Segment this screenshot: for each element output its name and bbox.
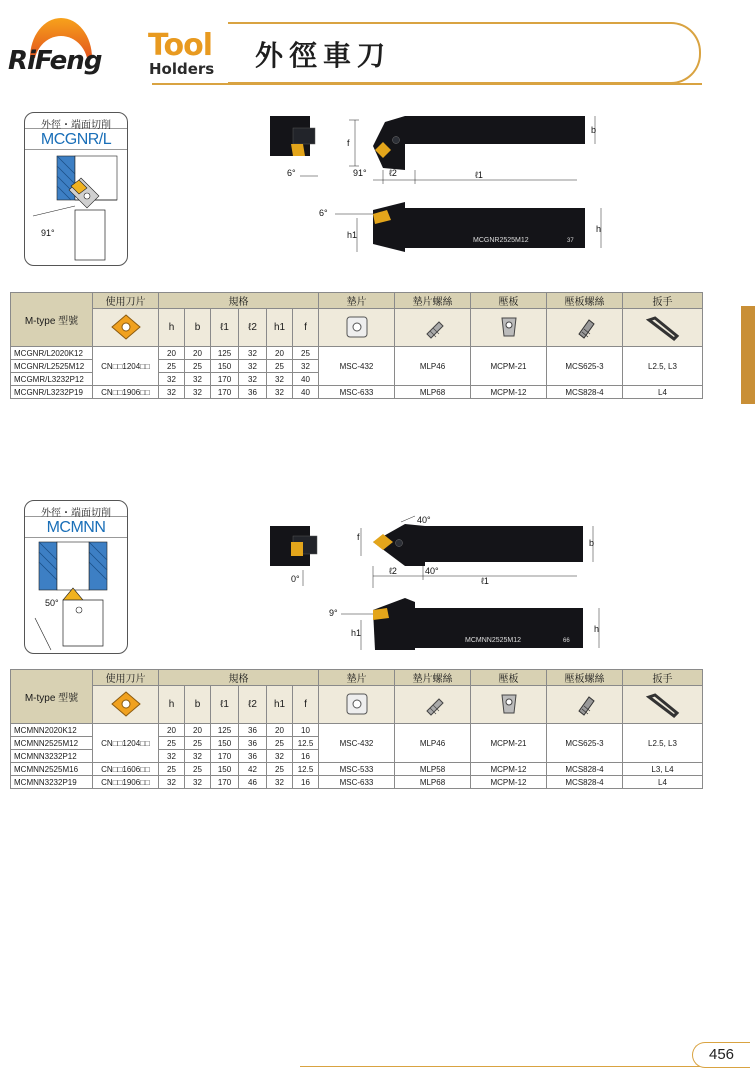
spec-table-mcmnn: M-type 型號 使用刀片 規格 墊片 墊片螺絲 壓板 壓板螺絲 扳手 h b ℓ1 ℓ2 h1 f MCMNN2020K12 CN□□1204□□ 20 20 125 36 20 10 MSC-432 MLP46 MCPM-21 MCS625-3 L2.5, L3 MCMNN2525M12 25 25 150 36 25 12.5 MCMNN3232P12 32 32 170 36 32 16 MCMNN2525M16 CN□□1606□□ 25 25 150 42 25 12.5 MSC-533 MLP58 MCPM-12 MCS828-4 L3, L4 MCMNN3232P19 CN□□1906□□ 32 32 170 46 32 16 MSC-633 MLP68 MCPM-12 MCS828-4 L4 [10, 669, 703, 789]
angle-top-2: 40° [425, 566, 439, 576]
section-code: MCMNN [25, 516, 127, 538]
page-number: 456 [692, 1042, 750, 1068]
tool-word: Tool [148, 28, 212, 63]
svg-text:h1: h1 [347, 230, 358, 240]
table-row: MCMNN2525M12 25 25 150 36 25 12.5 [11, 737, 703, 750]
col-header-model: M-type 型號 [11, 293, 93, 347]
machining-diagram-icon [25, 538, 128, 653]
section-label-mcmnn [24, 500, 128, 654]
table-row: MCMNN2020K12 CN□□1204□□ 20 20 125 36 20 10 MSC-432 MLP46 MCPM-21 MCS625-3 L2.5, L3 [11, 724, 703, 737]
machining-diagram-icon [25, 150, 128, 265]
svg-text:ℓ2: ℓ2 [389, 566, 397, 576]
angle-side: 6° [319, 208, 328, 218]
col-header-wrench: 扳手 [623, 670, 703, 686]
section-label-mcgnr [24, 112, 128, 266]
shim-screw-icon [395, 686, 471, 724]
shim-screw-icon [395, 309, 471, 347]
angle-side: 9° [329, 608, 338, 618]
svg-text:h: h [594, 624, 600, 634]
shank-marking: MCMNN2525M12 [465, 637, 522, 644]
col-header-clamp-screw: 壓板螺絲 [547, 670, 623, 686]
header-divider [152, 83, 702, 85]
table-row: MCMNN3232P12 32 32 170 36 32 16 [11, 750, 703, 763]
wrench-icon [623, 686, 703, 724]
shim-icon [319, 309, 395, 347]
section-code: MCGNR/L [25, 128, 127, 150]
holders-word: Holders [149, 60, 215, 78]
col-header-shim-screw: 墊片螺絲 [395, 293, 471, 309]
clamp-screw-icon [547, 686, 623, 724]
svg-text:ℓ2: ℓ2 [389, 168, 397, 178]
svg-text:f: f [347, 138, 350, 148]
table-row: MCGNR/L2525M12 25 25 150 32 25 32 [11, 360, 703, 373]
table-row: MCGNR/L2020K12 CN□□1204□□ 20 20 125 32 20 25 MSC-432 MLP46 MCPM-21 MCS625-3 L2.5, L3 [11, 347, 703, 360]
table-row: MCGMR/L3232P12 32 32 170 32 32 40 [11, 373, 703, 386]
brand-name: RiFeng [8, 46, 102, 76]
angle-label: 50° [45, 598, 59, 608]
insert-icon [93, 686, 159, 724]
section-subtitle: 外徑・端面切削 [41, 508, 111, 519]
page-title: 外徑車刀 [255, 39, 392, 72]
col-header-insert: 使用刀片 [93, 670, 159, 686]
svg-text:ℓ1: ℓ1 [481, 576, 489, 586]
svg-text:66: 66 [563, 638, 570, 644]
rifeng-logo [8, 18, 118, 78]
svg-text:b: b [589, 538, 595, 548]
table-row: MCMNN3232P19 CN□□1906□□ 32 32 170 46 32 16 MSC-633 MLP68 MCPM-12 MCS828-4 L4 [11, 776, 703, 789]
side-tab [741, 306, 755, 404]
shim-icon [319, 686, 395, 724]
svg-text:37: 37 [567, 238, 574, 244]
col-header-spec: 規格 [159, 293, 319, 309]
col-header-insert: 使用刀片 [93, 293, 159, 309]
footer-rule [300, 1066, 700, 1067]
angle-top: 91° [353, 168, 367, 178]
shank-marking: MCGNR2525M12 [473, 237, 529, 244]
insert-icon [93, 309, 159, 347]
angle-end: 6° [287, 168, 296, 178]
svg-text:h: h [596, 224, 602, 234]
svg-text:f: f [357, 532, 360, 542]
angle-end: 0° [291, 574, 300, 584]
col-header-clamp-screw: 壓板螺絲 [547, 293, 623, 309]
col-header-model: M-type 型號 [11, 670, 93, 724]
col-header-shim: 墊片 [319, 670, 395, 686]
table-row: MCMNN2525M16 CN□□1606□□ 25 25 150 42 25 12.5 MSC-533 MLP58 MCPM-12 MCS828-4 L3, L4 [11, 763, 703, 776]
clamp-screw-icon [547, 309, 623, 347]
tool-drawing-mcgnr [265, 110, 615, 260]
table-row: MCGNR/L3232P19 CN□□1906□□ 32 32 170 36 32 40 MSC-633 MLP68 MCPM-12 MCS828-4 L4 [11, 386, 703, 399]
col-header-shim: 墊片 [319, 293, 395, 309]
svg-text:h1: h1 [351, 628, 362, 638]
clamp-icon [471, 686, 547, 724]
angle-top: 40° [417, 515, 431, 525]
svg-text:b: b [591, 125, 597, 135]
col-header-clamp: 壓板 [471, 293, 547, 309]
col-header-shim-screw: 墊片螺絲 [395, 670, 471, 686]
section-subtitle: 外徑・端面切削 [41, 120, 111, 131]
spec-table-mcgnr: M-type 型號 使用刀片 規格 墊片 墊片螺絲 壓板 壓板螺絲 扳手 h b ℓ1 ℓ2 h1 f MCGNR/L2020K12 CN□□1204□□ 20 20 125 32 20 25 MSC-432 MLP46 MCPM-21 MCS625-3 L2.5, L3 MCGNR/L2525M12 25 25 150 32 25 32 MCGMR/L3232P12 32 32 170 32 32 40 MCGNR/L3232P19 CN□□1906□□ 32 32 170 36 32 40 MSC-633 MLP68 MCPM-12 MCS828-4 L4 [10, 292, 703, 399]
angle-label: 91° [41, 228, 55, 238]
col-header-spec: 規格 [159, 670, 319, 686]
col-header-clamp: 壓板 [471, 670, 547, 686]
svg-text:ℓ1: ℓ1 [475, 170, 483, 180]
wrench-icon [623, 309, 703, 347]
clamp-icon [471, 309, 547, 347]
col-header-wrench: 扳手 [623, 293, 703, 309]
tool-drawing-mcmnn [265, 510, 615, 660]
